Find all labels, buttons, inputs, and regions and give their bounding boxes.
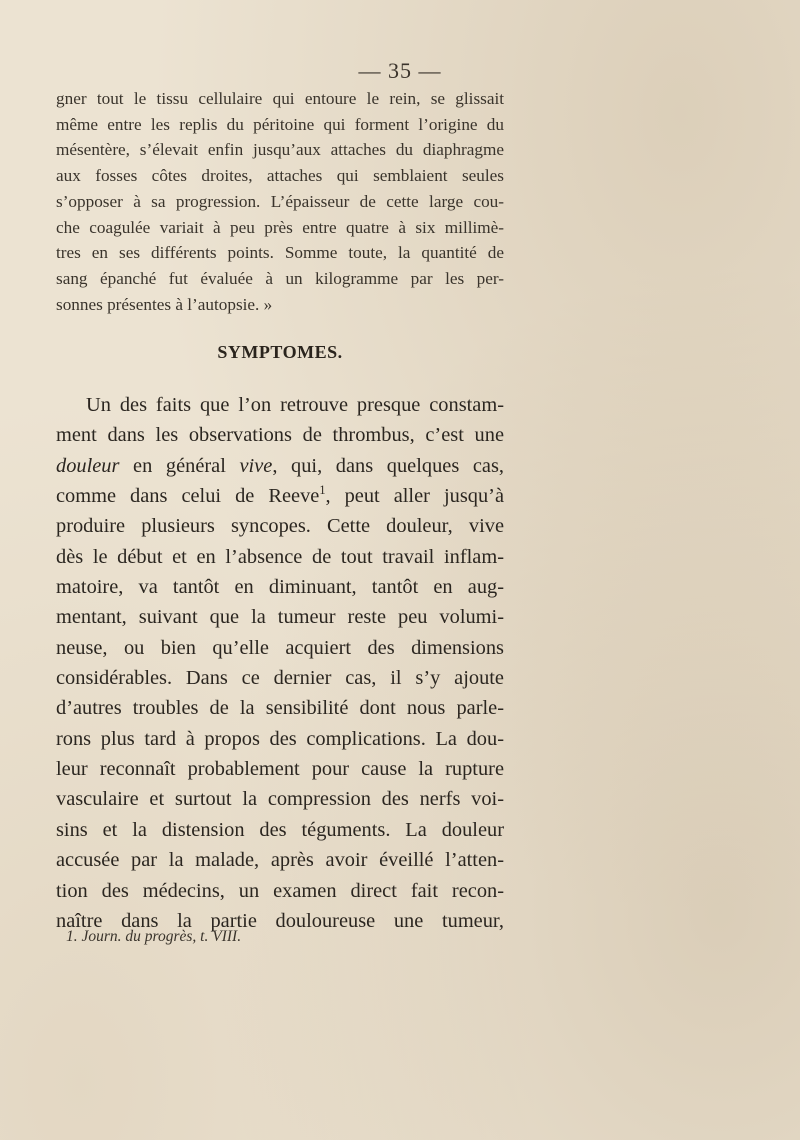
text-line <box>56 451 504 481</box>
section-heading: SYMPTOMES. <box>217 342 343 362</box>
text-line <box>56 481 504 511</box>
text-line: s’opposer à sa progression. L’épaisseur de cette large cou- <box>56 191 504 211</box>
text-line: dès le début et en l’absence de tout travail inflam- <box>56 545 504 568</box>
text-line: tion des médecins, un examen direct fait recon- <box>56 879 504 902</box>
italic-term: vive <box>239 454 273 477</box>
text-segment: comme dans celui de Reeve <box>56 485 320 508</box>
text-line: produire plusieurs syncopes. Cette douleur, vive <box>56 515 504 538</box>
text-line: matoire, va tantôt en diminuant, tantôt en aug- <box>56 576 504 599</box>
text-line: considérables. Dans ce dernier cas, il s’y ajoute <box>56 667 504 690</box>
text-line: rons plus tard à propos des complications. La dou- <box>56 727 504 750</box>
text-line: mentant, suivant que la tumeur reste peu volumi- <box>56 606 504 629</box>
text-line: Un des faits que l’on retrouve presque constam- <box>86 394 504 416</box>
text-line: tres en ses différents points. Somme toute, la quantité de <box>56 243 504 263</box>
text-line: même entre les replis du péritoine qui forment l’origine du <box>56 114 504 134</box>
footnote: 1. Journ. du progrès, t. VIII. <box>66 928 242 945</box>
text-line: mésentère, s’élevait enfin jusqu’aux attaches du diaphragme <box>56 140 504 160</box>
text-line: gner tout le tissu cellulaire qui entoure le rein, se glissait <box>56 89 504 108</box>
paragraph-symptoms <box>56 390 504 936</box>
text-line: aux fosses côtes droites, attaches qui semblaient seules <box>56 166 504 186</box>
text-line: ment dans les observations de thrombus, c’est une <box>56 424 504 447</box>
text-line: sonnes présentes à l’autopsie. » <box>56 294 273 314</box>
italic-term: douleur <box>56 454 120 477</box>
text-segment: en général <box>119 454 240 477</box>
text-segment: , peut aller jusqu’à <box>325 485 504 508</box>
text-line: accusée par la malade, après avoir éveillé l’atten- <box>56 849 504 872</box>
paragraph-autopsy <box>56 86 504 317</box>
footnote-marker: 1 <box>319 483 326 498</box>
text-line: sins et la distension des téguments. La douleur <box>56 818 504 841</box>
text-line: sang épanché fut évaluée à un kilogramme par les per- <box>56 268 504 288</box>
text-line: d’autres troubles de la sensibilité dont nous parle- <box>56 697 504 720</box>
text-line: che coagulée variait à peu près entre quatre à six millimè- <box>56 217 504 237</box>
text-line: vasculaire et surtout la compression des nerfs voi- <box>56 788 504 811</box>
text-line: naître dans la partie douloureuse une tumeur, <box>56 909 504 932</box>
text-line: leur reconnaît probablement pour cause la rupture <box>56 758 504 781</box>
text-segment: , qui, dans quelques cas, <box>272 454 504 477</box>
text-line: neuse, ou bien qu’elle acquiert des dimensions <box>56 636 504 659</box>
page-number: — 35 — <box>358 58 442 83</box>
